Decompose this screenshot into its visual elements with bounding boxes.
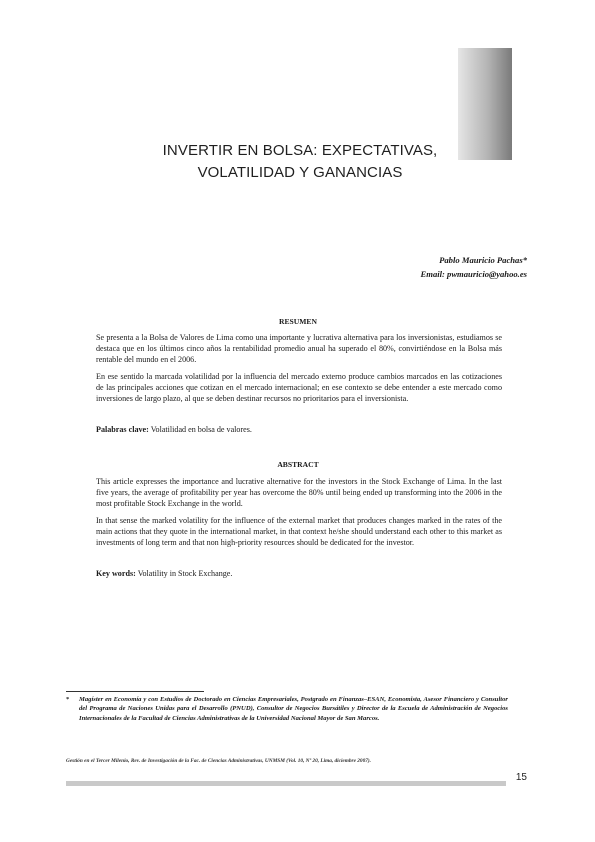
abstract-heading: ABSTRACT xyxy=(277,460,319,469)
resumen-keywords-label: Palabras clave: xyxy=(96,425,149,434)
abstract-paragraph-2: In that sense the marked volatility for the influence of the external market that produces changes marked in the rates of the main actions that they quote in the international market, in that context he/she should understand each other to this market as investments of long term and that non high-priority resources should be dedicated for the investor. xyxy=(96,516,502,548)
author-email: Email: pwmauricio@yahoo.es xyxy=(420,269,527,279)
abstract-keywords-text: Volatility in Stock Exchange. xyxy=(137,569,233,578)
resumen-paragraph-1: Se presenta a la Bolsa de Valores de Lima como una importante y lucrativa alternativa para los inversionistas, estudiamos se destaca que en los últimos cinco años la rentabilidad promedio anual ha superado el 80%, convirtiéndose en la Bolsa más rentable del mundo en el 2006. xyxy=(96,333,502,365)
title-line-1: INVERTIR EN BOLSA: EXPECTATIVAS, xyxy=(162,142,438,159)
footnote-text: Magíster en Economía y con Estudios de Doctorado en Ciencias Empresariales, Postgrado en Finanzas–ESAN, Economista, Asesor Financiero y Consultor del Programa de Naciones Unidas para el Desarrollo (PNUD), Consultor de Negocios Bursátiles y Director de la Escuela de Administración de Negocios Internacionales de la Facultad de Ciencias Administrativas de la Universidad Nacional Mayor de San Marcos. xyxy=(79,696,508,722)
abstract-paragraph-1: This article expresses the importance and lucrative alternative for the investors in the Stock Exchange of Lima. In the last five years, the average of profitability per year has overcome the 80% until being ended up transforming into the 2006 in the most profitable Stock Exchange in the world. xyxy=(96,477,502,509)
journal-citation: Gestión en el Tercer Milenio, Rev. de Investigación de la Fac. de Ciencias Administrativas, UNMSM (Vol. 10, Nº 20, Lima, diciembre 2007). xyxy=(66,758,371,764)
resumen-paragraph-2: En ese sentido la marcada volatilidad por la influencia del mercado externo produce cambios marcados en las cotizaciones de las principales acciones que cotizan en el mercado internacional; en ese contexto se debe entender a este mercado como inversiones de largo plazo, al que se deben destinar recursos no prioritarios para el inversionista. xyxy=(96,372,502,404)
footnote-mark: * xyxy=(66,696,70,703)
resumen-heading: RESUMEN xyxy=(279,317,317,326)
author-block xyxy=(421,253,527,281)
resumen-keywords-text: Volatilidad en bolsa de valores. xyxy=(150,425,252,434)
article-title xyxy=(90,140,510,184)
abstract-keywords xyxy=(96,568,502,579)
bottom-decorative-bar xyxy=(66,781,506,786)
author-footnote xyxy=(66,695,508,723)
page-number: 15 xyxy=(515,772,527,783)
author-name: Pablo Mauricio Pachas* xyxy=(439,255,527,265)
resumen-keywords xyxy=(96,424,502,435)
title-line-2: VOLATILIDAD Y GANANCIAS xyxy=(197,164,403,181)
footnote-divider xyxy=(66,691,204,692)
abstract-keywords-label: Key words: xyxy=(96,569,136,578)
